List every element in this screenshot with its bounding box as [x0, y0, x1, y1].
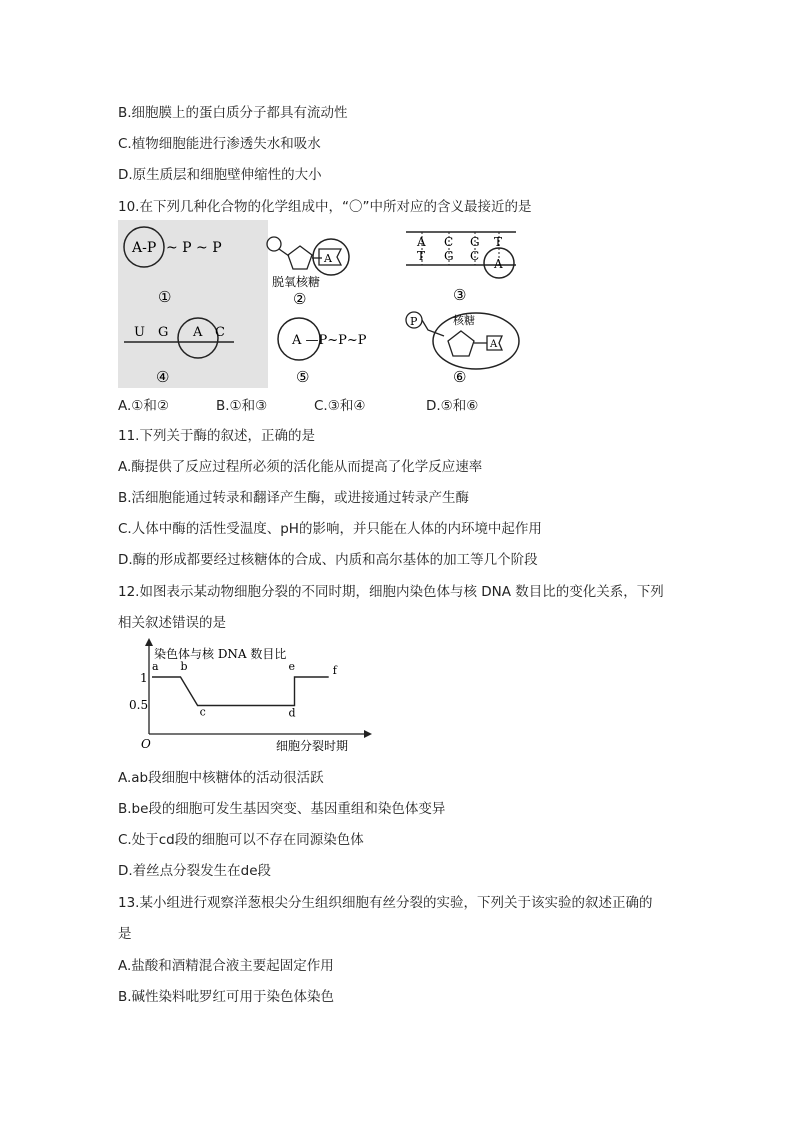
structure-2-caption: 脱氧核糖 — [272, 275, 321, 289]
structure-4-base: G — [158, 325, 169, 340]
q13-stem-line2: 是 — [118, 926, 132, 942]
q12-stem-line2: 相关叙述错误的是 — [118, 615, 226, 631]
structure-1-phosphates: ~ P ~ P — [166, 240, 222, 256]
structure-2-base-label: A — [324, 252, 332, 265]
x-axis-label: 细胞分裂时期 — [276, 739, 349, 753]
q9-option-d: D.原生质层和细胞壁伸缩性的大小 — [118, 167, 322, 183]
structure-3-number: ③ — [453, 286, 467, 304]
structure-5-formula: A —P~P~P — [292, 333, 367, 348]
y-tick-label: 1 — [140, 671, 148, 685]
q9-option-c: C.植物细胞能进行渗透失水和吸水 — [118, 136, 321, 152]
structure-5-number: ⑤ — [296, 368, 310, 386]
q13-stem-line1: 13.某小组进行观察洋葱根尖分生组织细胞有丝分裂的实验，下列关于该实验的叙述正确的 — [118, 895, 653, 911]
series-line — [152, 677, 329, 706]
structure-4-base: A — [193, 325, 203, 340]
structure-6-phosphate-label: P — [410, 315, 418, 328]
q10-option-c: C.③和④ — [314, 398, 366, 414]
pentose-icon — [288, 246, 312, 269]
point-label-e: e — [288, 660, 296, 673]
structure-3-top-base: T — [494, 235, 503, 249]
q12-option-d: D.着丝点分裂发生在de段 — [118, 863, 272, 879]
q12-option-b: B.be段的细胞可发生基因突变、基因重组和染色体变异 — [118, 801, 446, 817]
point-label-d: d — [288, 706, 296, 720]
q11-option-b: B.活细胞能通过转录和翻译产生酶，或进接通过转录产生酶 — [118, 490, 470, 506]
pentose-icon — [448, 331, 474, 356]
x-axis-arrow-icon — [364, 730, 372, 738]
q13-option-b: B.碱性染料吡罗红可用于染色体染色 — [118, 989, 335, 1005]
structure-4-number: ④ — [156, 368, 170, 386]
q12-stem-line1: 12.如图表示某动物细胞分裂的不同时期，细胞内染色体与核 DNA 数目比的变化关系，下列 — [118, 584, 664, 600]
point-label-f: f — [332, 664, 337, 677]
q12-option-c: C.处于cd段的细胞可以不存在同源染色体 — [118, 832, 364, 848]
origin-label: O — [141, 737, 151, 751]
q9-option-b: B.细胞膜上的蛋白质分子都具有流动性 — [118, 105, 348, 121]
structure-3-bottom-base: A — [494, 257, 503, 271]
structure-5 — [278, 318, 367, 386]
structure-6 — [406, 312, 519, 386]
structure-2 — [267, 237, 349, 308]
structure-6-number: ⑥ — [453, 368, 467, 386]
q11-option-a: A.酶提供了反应过程所必须的活化能从而提高了化学反应速率 — [118, 459, 483, 475]
structure-2-number: ② — [293, 290, 307, 308]
structure-4-base: U — [134, 325, 145, 340]
q10-options — [118, 394, 678, 414]
q10-option-b: B.①和③ — [216, 398, 268, 414]
q12-chart — [126, 636, 376, 760]
q11-option-d: D.酶的形成都要经过核糖体的合成、内质和高尔基体的加工等几个阶段 — [118, 552, 538, 568]
q11-option-c: C.人体中酶的活性受温度、pH的影响，并只能在人体的内环境中起作用 — [118, 521, 542, 537]
structure-6-sugar-label: 核糖 — [453, 314, 475, 327]
structure-3-bottom-base: C — [470, 249, 480, 263]
structure-3-top-base: G — [470, 235, 480, 249]
phosphate-icon — [267, 237, 281, 251]
structure-3-bottom-base: T — [417, 249, 426, 263]
q10-option-a: A.①和② — [118, 398, 169, 414]
y-axis-arrow-icon — [145, 638, 153, 646]
point-label-c: c — [199, 705, 206, 719]
point-label-b: b — [180, 660, 188, 673]
q12-option-a: A.ab段细胞中核糖体的活动很活跃 — [118, 770, 324, 786]
point-label-a: a — [152, 660, 159, 673]
q13-option-a: A.盐酸和酒精混合液主要起固定作用 — [118, 958, 334, 974]
q10-stem: 10.在下列几种化合物的化学组成中，“〇”中所对应的含义最接近的是 — [118, 199, 532, 215]
structure-3 — [406, 232, 516, 304]
point-labels — [152, 660, 338, 720]
structure-1-number: ① — [158, 288, 172, 306]
structure-4-base: C — [215, 325, 225, 340]
q10-option-d: D.⑤和⑥ — [426, 398, 479, 414]
circle-marker-icon — [433, 313, 519, 369]
structure-3-top-base: A — [417, 235, 426, 249]
q11-stem: 11.下列关于酶的叙述，正确的是 — [118, 428, 315, 444]
structure-3-bottom-base: G — [444, 249, 454, 263]
structure-6-base-label: A — [490, 339, 498, 350]
y-tick-label: 0.5 — [129, 698, 149, 712]
structure-1-atp-head: A-P — [132, 240, 157, 256]
q10-figure — [118, 220, 528, 388]
structure-3-top-base: C — [444, 235, 454, 249]
chart-title: 染色体与核 DNA 数目比 — [154, 647, 287, 661]
